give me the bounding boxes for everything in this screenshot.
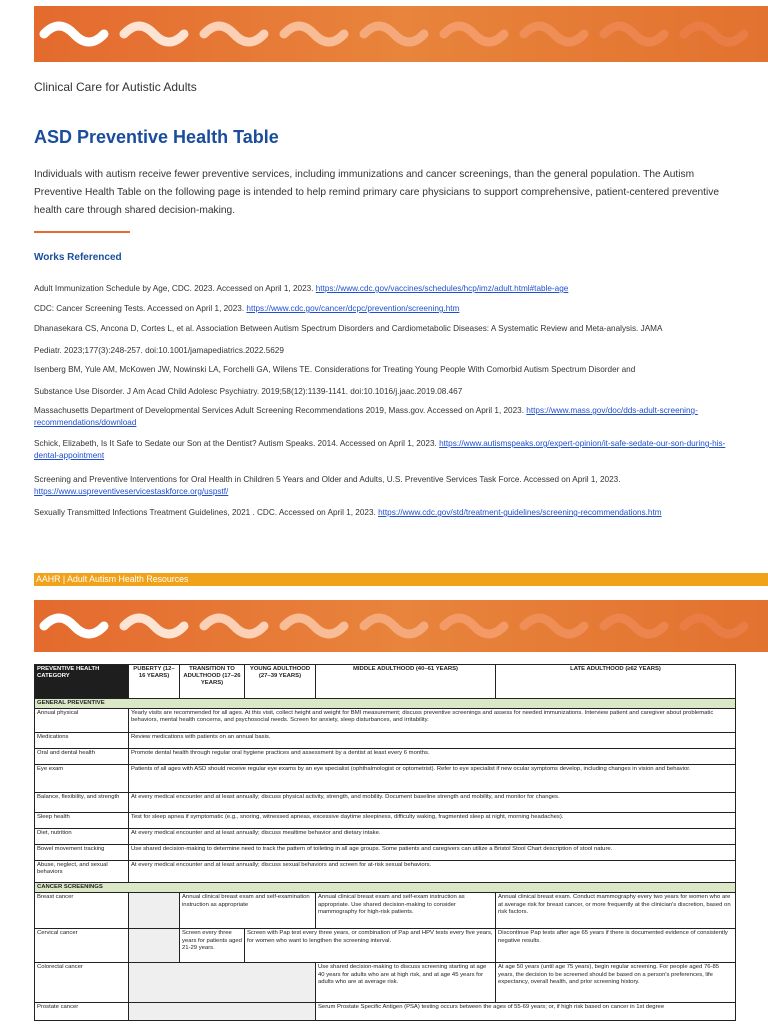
row-recommendation: Review medications with patients on an annual basis. [129, 733, 736, 749]
cell-late: Annual clinical breast exam. Conduct mammography every two years for women who are at average risk for breast cancer, or more frequently at the clinician's discretion, based on risk factors. [496, 893, 736, 929]
header-puberty: PUBERTY (12–16 YEARS) [129, 665, 180, 699]
row-recommendation: At every medical encounter and at least annually; discuss physical activity, strength, and mobility. Document baseline strength and mobility, and monitor for changes. [129, 793, 736, 813]
table-row [35, 1003, 736, 1021]
row-recommendation: At every medical encounter and at least annually; discuss mealtime behavior and dietary intake. [129, 829, 736, 845]
row-recommendation: Yearly visits are recommended for all ages. At this visit, collect height and weight for BMI measurement; discuss preventive screenings and assess for needed immunizations. Interview patient and caregiver about problematic behaviors, mental health concerns, and psychosocial needs. Screen for anxiety, sleep disturbances, and irritability. [129, 709, 736, 733]
row-category: Annual physical [35, 709, 129, 733]
header-late-adulthood: LATE ADULTHOOD (≥62 YEARS) [496, 665, 736, 699]
row-category: Breast cancer [35, 893, 129, 929]
row-category: Cervical cancer [35, 929, 129, 963]
table-row [35, 829, 736, 845]
reference-link[interactable]: https://www.cdc.gov/std/treatment-guidelines/screening-recommendations.htm [378, 508, 662, 517]
reference-item: Schick, Elizabeth, Is It Safe to Sedate our Son at the Dentist? Autism Speaks. 2014. Accessed on April 1, 2023. https://www.autismspeaks.org/expert-opinion/it-safe-sedate-our-son-during-his-dental-appointment [34, 439, 726, 460]
cell-transition: Screen every three years for patients aged 21-29 years. [180, 929, 245, 963]
row-recommendation: Patients of all ages with ASD should receive regular eye exams by an eye specialist (ophthalmologist or optometrist). Refer to eye specialist if new ocular symptoms develop, including changes in vision and behavior. [129, 765, 736, 793]
section-divider [34, 231, 130, 233]
section-cancer-screenings: CANCER SCREENINGS [35, 883, 736, 893]
reference-link[interactable]: https://www.cdc.gov/cancer/dcpc/prevention/screening.htm [246, 304, 460, 313]
table-row [35, 893, 736, 929]
reference-item: Isenberg BM, Yule AM, McKowen JW, Nowinski LA, Forchelli GA, Wilens TE. Considerations for Treating Young People With Comorbid Autism Spectrum Disorder and [34, 365, 636, 374]
cell-young-middle: Screen with Pap test every three years, or combination of Pap and HPV tests every five years, for women who want to lengthen the screening interval. [245, 929, 496, 963]
reference-item: Adult Immunization Schedule by Age, CDC. 2023. Accessed on April 1, 2023. https://www.cdc.gov/vaccines/schedules/hcp/imz/adult.html#table-age [34, 284, 569, 293]
table-row [35, 793, 736, 813]
page-title: ASD Preventive Health Table [34, 127, 279, 147]
table-row [35, 749, 736, 765]
table-row [35, 733, 736, 749]
row-category: Bowel movement tracking [35, 845, 129, 861]
row-recommendation: Use shared decision-making to determine need to track the pattern of toileting in all age groups. Some patients and caregivers can utilize a Bristol Stool Chart description of stool nature. [129, 845, 736, 861]
row-category: Balance, flexibility, and strength [35, 793, 129, 813]
table-row [35, 963, 736, 1003]
header-young-adulthood: YOUNG ADULTHOOD (27–39 YEARS) [245, 665, 316, 699]
row-category: Medications [35, 733, 129, 749]
row-category: Sleep health [35, 813, 129, 829]
empty-cell [129, 963, 316, 1003]
row-category: Colorectal cancer [35, 963, 129, 1003]
table-row [35, 861, 736, 883]
section-general-preventive: GENERAL PREVENTIVE [35, 699, 736, 709]
reference-item: Dhanasekara CS, Ancona D, Cortes L, et al. Association Between Autism Spectrum Disorders and Cardiometabolic Diseases: A Systematic Review and Meta-analysis. JAMA [34, 324, 663, 333]
reference-link[interactable]: https://www.mass.gov/doc/dds-adult-screening-recommendations/download [34, 406, 698, 427]
wave-pattern-graphic [34, 6, 768, 62]
empty-cell [129, 1003, 316, 1021]
reference-link[interactable]: https://www.cdc.gov/vaccines/schedules/hcp/imz/adult.html#table-age [315, 284, 569, 293]
header-category: PREVENTIVE HEALTH CATEGORY [35, 665, 129, 699]
table-row [35, 765, 736, 793]
row-category: Diet, nutrition [35, 829, 129, 845]
table-row [35, 709, 736, 733]
cell-middle: Use shared decision-making to discuss screening starting at age 40 years for adults who are at high risk, and at age 45 years for adults who are at average risk. [316, 963, 496, 1003]
reference-item: Massachusetts Department of Developmental Services Adult Screening Recommendations 2019, Mass.gov. Accessed on April 1, 2023. https://www.mass.gov/doc/dds-adult-screening-recommendations/download [34, 406, 698, 427]
row-recommendation: At every medical encounter and at least annually; discuss sexual behaviors and screen for at-risk sexual behaviors. [129, 861, 736, 883]
header-transition: TRANSITION TO ADULTHOOD (17–26 YEARS) [180, 665, 245, 699]
cell-late: Discontinue Pap tests after age 65 years if there is documented evidence of consistently negative results. [496, 929, 736, 963]
reference-item: Sexually Transmitted Infections Treatment Guidelines, 2021 . CDC. Accessed on April 1, 2023. https://www.cdc.gov/std/treatment-guidelines/screening-recommendations.htm [34, 508, 662, 517]
works-referenced-heading: Works Referenced [34, 252, 122, 263]
row-category: Oral and dental health [35, 749, 129, 765]
empty-cell [129, 893, 180, 929]
table-row [35, 929, 736, 963]
header-banner-page-2 [34, 600, 768, 652]
cell-middle: Annual clinical breast exam and self-exam instruction as appropriate. Use shared decision-making to consider mammography for high-risk patients. [316, 893, 496, 929]
empty-cell [129, 929, 180, 963]
document-subtitle: Clinical Care for Autistic Adults [34, 80, 197, 94]
header-middle-adulthood: MIDDLE ADULTHOOD (40–61 YEARS) [316, 665, 496, 699]
reference-item: Substance Use Disorder. J Am Acad Child Adolesc Psychiatry. 2019;58(12):1139-1141. doi:10.1016/j.jaac.2019.08.467 [34, 387, 463, 396]
cell-late: At age 50 years (until age 75 years), begin regular screening. For people aged 76-85 years, the decision to be screened should be based on a person's preferences, life expectancy, overall health, and prior screening history. [496, 963, 736, 1003]
header-banner [34, 6, 768, 62]
preventive-health-table [34, 664, 736, 1021]
reference-item: CDC: Cancer Screening Tests. Accessed on April 1, 2023. https://www.cdc.gov/cancer/dcpc/prevention/screening.htm [34, 304, 460, 313]
row-category: Prostate cancer [35, 1003, 129, 1021]
reference-item: Screening and Preventive Interventions for Oral Health in Children 5 Years and Older and Adults, U.S. Preventive Services Task Force. Accessed on April 1, 2023. https://www.uspreventiveservicestaskforce.org/uspstf/ [34, 475, 621, 496]
table-row [35, 813, 736, 829]
footer-bar: AAHR | Adult Autism Health Resources [34, 573, 768, 586]
cell-middle-late: Serum Prostate Specific Antigen (PSA) testing occurs between the ages of 55-69 years; or, if high risk based on cancer in 1st degree [316, 1003, 736, 1021]
table-row [35, 845, 736, 861]
intro-paragraph: Individuals with autism receive fewer preventive services, including immunizations and cancer screenings, than the general population. The Autism Preventive Health Table on the following page is intended to help remind primary care physicians to support comprehensive, patient-centered preventive health care through shared decision-making. [34, 169, 720, 216]
cell-transition: Annual clinical breast exam and self-examination instruction as appropriate [180, 893, 316, 929]
reference-item: Pediatr. 2023;177(3):248-257. doi:10.1001/jamapediatrics.2022.5629 [34, 346, 284, 355]
reference-link[interactable]: https://www.uspreventiveservicestaskforce.org/uspstf/ [34, 486, 229, 496]
reference-link[interactable]: https://www.autismspeaks.org/expert-opinion/it-safe-sedate-our-son-during-his-dental-appointment [34, 439, 726, 460]
row-recommendation: Test for sleep apnea if symptomatic (e.g., snoring, witnessed apneas, excessive daytime sleepiness, difficulty waking, fragmented sleep at night, morning headaches). [129, 813, 736, 829]
row-category: Eye exam [35, 765, 129, 793]
row-category: Abuse, neglect, and sexual behaviors [35, 861, 129, 883]
row-recommendation: Promote dental health through regular oral hygiene practices and assessment by a dentist at least every 6 months. [129, 749, 736, 765]
wave-pattern-graphic [34, 600, 768, 652]
